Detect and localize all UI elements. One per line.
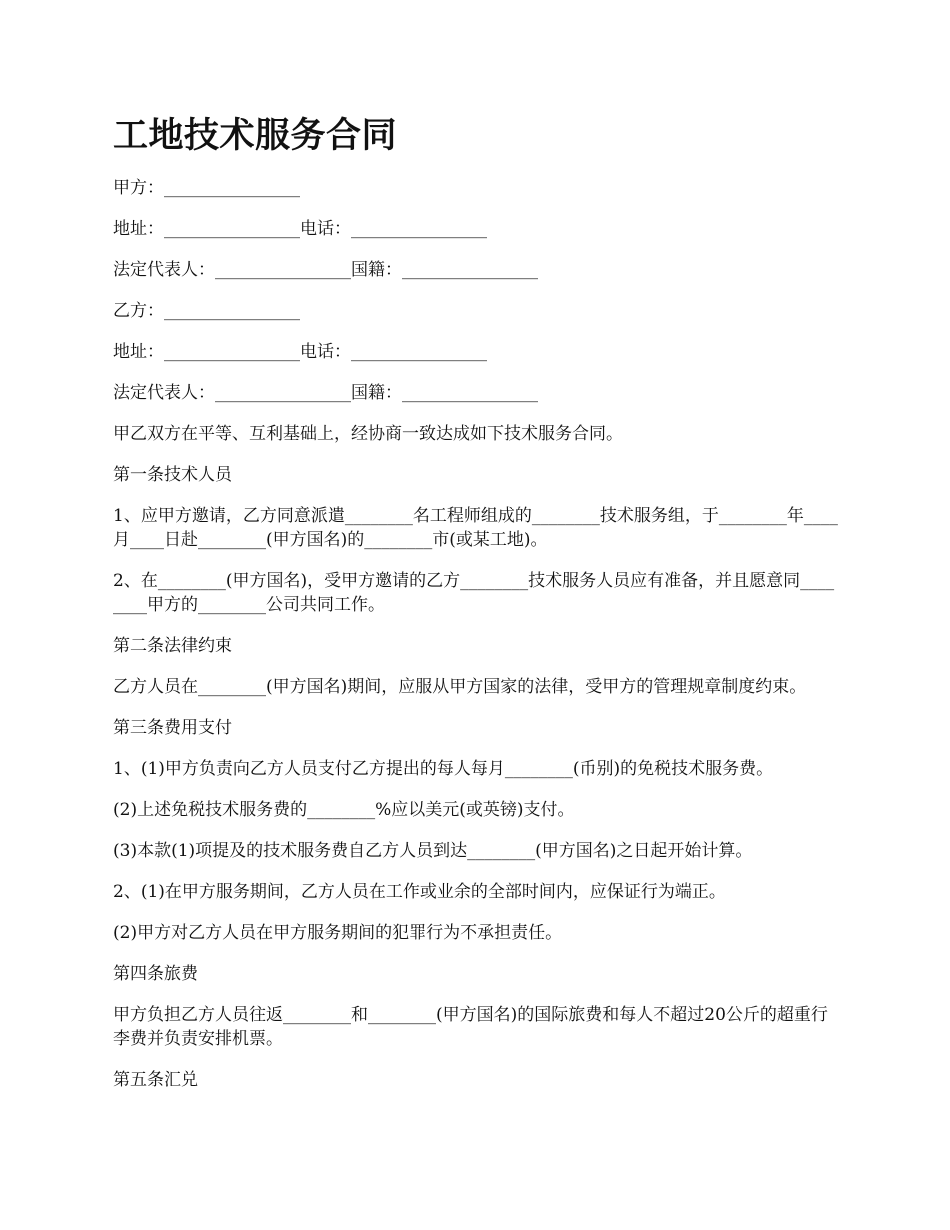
article-2-body: 乙方人员在________(甲方国名)期间，应服从甲方国家的法律，受甲方的管理规章制度约束。 <box>113 677 807 697</box>
article-3-clause-2-1: 2、(1)在甲方服务期间，乙方人员在工作或业余的全部时间内，应保证行为端正。 <box>113 882 726 902</box>
article-4-body: 甲方负担乙方人员往返________和________(甲方国名)的国际旅费和每人不超过20公斤的超重行李费并负责安排机票。 <box>113 1005 828 1049</box>
party-a-representative-nationality: 法定代表人：________________国籍：________________ <box>113 260 538 280</box>
article-3-clause-1-1: 1、(1)甲方负责向乙方人员支付乙方提出的每人每月________(币别)的免税技术服务费。 <box>113 759 774 779</box>
party-a-line: 甲方：________________ <box>113 178 300 198</box>
article-4-heading: 第四条旅费 <box>113 964 198 984</box>
party-b-line: 乙方：________________ <box>113 301 300 321</box>
article-3-clause-1-3: (3)本款(1)项提及的技术服务费自乙方人员到达________(甲方国名)之日起开始计算。 <box>113 841 753 861</box>
article-2-heading: 第二条法律约束 <box>113 636 232 656</box>
article-1-clause-2: 2、在________(甲方国名)，受甲方邀请的乙方________技术服务人员应有准备，并且愿意同________甲方的________公司共同工作。 <box>113 571 835 615</box>
article-1-heading: 第一条技术人员 <box>113 465 232 485</box>
contract-page <box>113 110 841 1109</box>
article-3-clause-1-2: (2)上述免税技术服务费的________%应以美元(或英镑)支付。 <box>113 800 575 820</box>
article-3-clause-2-2: (2)甲方对乙方人员在甲方服务期间的犯罪行为不承担责任。 <box>113 923 563 943</box>
preamble-paragraph: 甲乙双方在平等、互利基础上，经协商一致达成如下技术服务合同。 <box>113 424 623 444</box>
party-a-address-phone: 地址：________________电话：________________ <box>113 219 487 239</box>
party-b-representative-nationality: 法定代表人：________________国籍：________________ <box>113 383 538 403</box>
article-3-heading: 第三条费用支付 <box>113 718 232 738</box>
article-1-clause-1: 1、应甲方邀请，乙方同意派遣________名工程师组成的________技术服务组，于________年____月____日赴________(甲方国名)的________市(或某工地)。 <box>113 506 838 550</box>
party-b-address-phone: 地址：________________电话：________________ <box>113 342 487 362</box>
document-title: 工地技术服务合同 <box>113 115 398 156</box>
article-5-heading: 第五条汇兑 <box>113 1070 198 1090</box>
